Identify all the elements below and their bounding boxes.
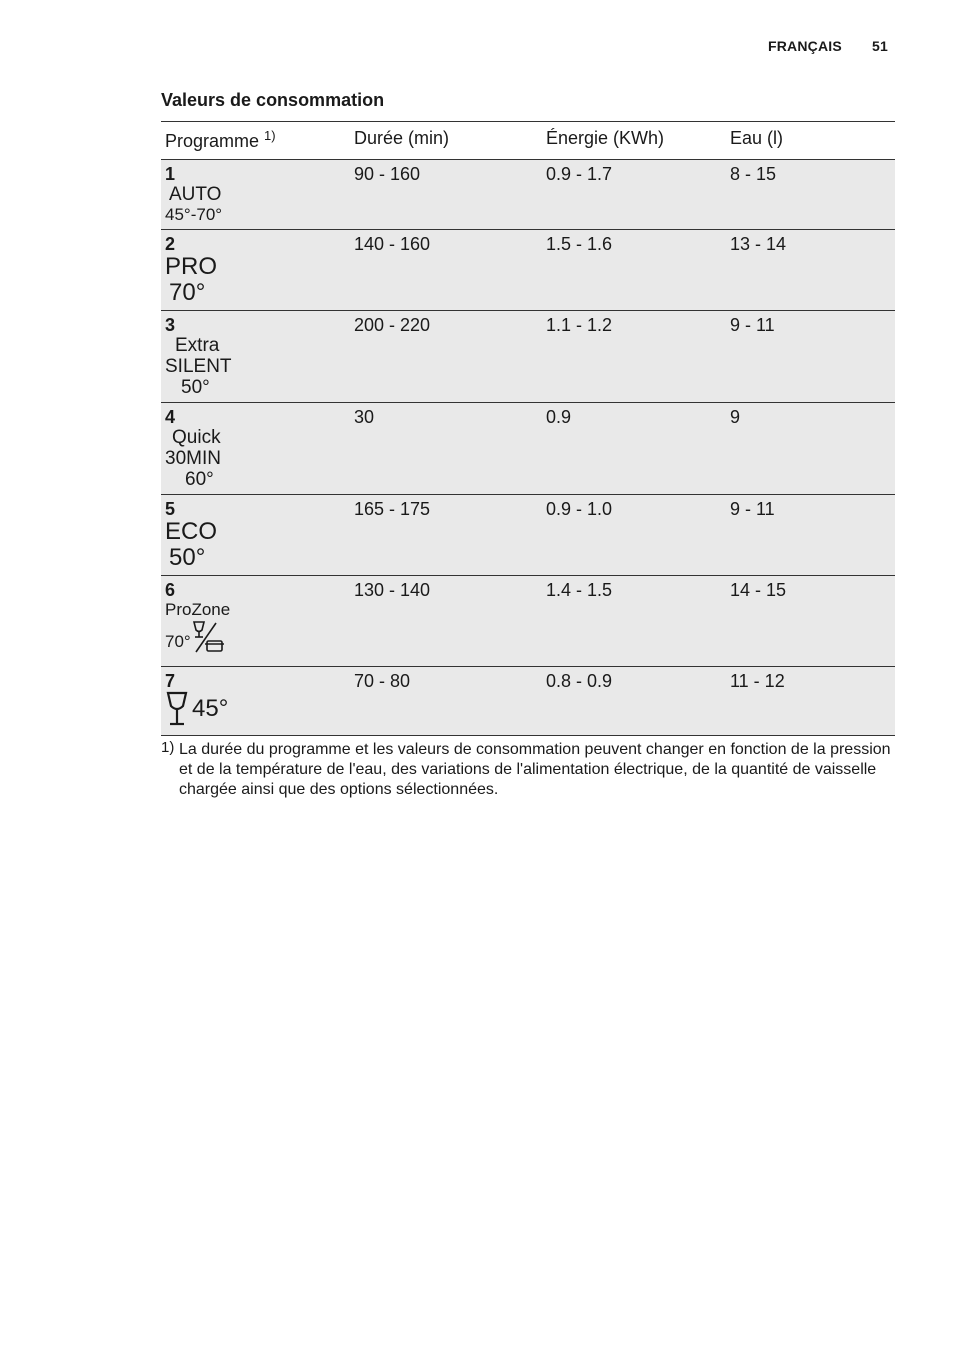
programme-symbol-text: ECO — [165, 518, 218, 545]
table-row — [161, 230, 895, 311]
column-header-duration: Durée (min) — [350, 122, 542, 160]
column-header-energy: Énergie (KWh) — [542, 122, 726, 160]
column-header-programme — [161, 122, 350, 160]
programme-cell — [161, 667, 350, 736]
programme-symbol-text: ProZone — [165, 600, 231, 619]
programme-symbol-line — [165, 620, 346, 654]
table-row — [161, 576, 895, 667]
programme-cell — [161, 230, 350, 311]
water-cell: 13 - 14 — [726, 230, 895, 311]
duration-cell: 30 — [350, 403, 542, 495]
programme-symbol-text: 30MIN — [165, 448, 221, 469]
water-cell: 8 - 15 — [726, 160, 895, 230]
duration-cell: 165 - 175 — [350, 495, 542, 576]
water-cell: 11 - 12 — [726, 667, 895, 736]
programme-symbol-text: PRO — [165, 253, 218, 280]
header-language: FRANÇAIS — [767, 38, 842, 54]
water-cell: 9 - 11 — [726, 311, 895, 403]
footnote — [161, 740, 901, 800]
table-row — [161, 403, 895, 495]
column-header-label: Programme — [165, 131, 260, 151]
table-row — [161, 667, 895, 736]
column-header-water: Eau (l) — [726, 122, 895, 160]
programme-cell — [161, 403, 350, 495]
programme-temperature: 70° — [169, 279, 206, 306]
duration-cell: 70 - 80 — [350, 667, 542, 736]
footnote-text: La durée du programme et les valeurs de consommation peuvent changer en fonction de la pression et de la température de l'eau, des variations de l'alimentation électrique, de la quantité de vaisselle chargée ainsi que des options sélectionnées. — [179, 741, 891, 798]
table-row — [161, 160, 895, 230]
duration-cell: 200 - 220 — [350, 311, 542, 403]
programme-temperature: 60° — [185, 469, 214, 490]
programme-symbol-text: SILENT — [165, 356, 232, 377]
energy-cell: 0.8 - 0.9 — [542, 667, 726, 736]
programme-number: 3 — [165, 315, 176, 335]
footnote-reference: 1) — [264, 128, 276, 143]
programme-temperature: 45°-70° — [165, 205, 223, 224]
programme-symbol-text: Quick — [172, 427, 221, 448]
programme-number: 1 — [165, 164, 176, 184]
programme-temperature: 50° — [181, 377, 210, 398]
programme-symbol-text: Extra — [175, 335, 220, 356]
duration-cell: 140 - 160 — [350, 230, 542, 311]
table-row — [161, 495, 895, 576]
energy-cell: 1.4 - 1.5 — [542, 576, 726, 667]
programme-number: 6 — [165, 580, 176, 600]
water-cell: 14 - 15 — [726, 576, 895, 667]
footnote-mark: 1) — [161, 739, 175, 756]
programme-symbol-text: AUTO — [169, 184, 222, 205]
programme-cell — [161, 576, 350, 667]
programme-number: 2 — [165, 234, 176, 254]
programme-number: 5 — [165, 499, 176, 519]
wine-glass-icon — [165, 691, 189, 727]
water-cell: 9 — [726, 403, 895, 495]
energy-cell: 0.9 — [542, 403, 726, 495]
section-title: Valeurs de consommation — [161, 90, 385, 110]
programme-cell — [161, 311, 350, 403]
programme-symbol-line — [165, 691, 346, 727]
page-number: 51 — [872, 38, 888, 54]
energy-cell: 1.1 - 1.2 — [542, 311, 726, 403]
glass-and-pot-icon — [191, 620, 227, 654]
programme-temperature: 50° — [169, 544, 206, 571]
programme-cell — [161, 495, 350, 576]
table-row — [161, 311, 895, 403]
duration-cell: 90 - 160 — [350, 160, 542, 230]
programme-temperature: 45° — [192, 695, 229, 722]
programme-cell — [161, 160, 350, 230]
page-header — [768, 38, 888, 54]
programme-temperature: 70° — [165, 632, 191, 651]
programme-number: 4 — [165, 407, 176, 427]
duration-cell: 130 - 140 — [350, 576, 542, 667]
consumption-table — [161, 121, 895, 736]
programme-number: 7 — [165, 671, 176, 691]
energy-cell: 0.9 - 1.7 — [542, 160, 726, 230]
energy-cell: 1.5 - 1.6 — [542, 230, 726, 311]
table-header-row — [161, 122, 895, 160]
water-cell: 9 - 11 — [726, 495, 895, 576]
energy-cell: 0.9 - 1.0 — [542, 495, 726, 576]
